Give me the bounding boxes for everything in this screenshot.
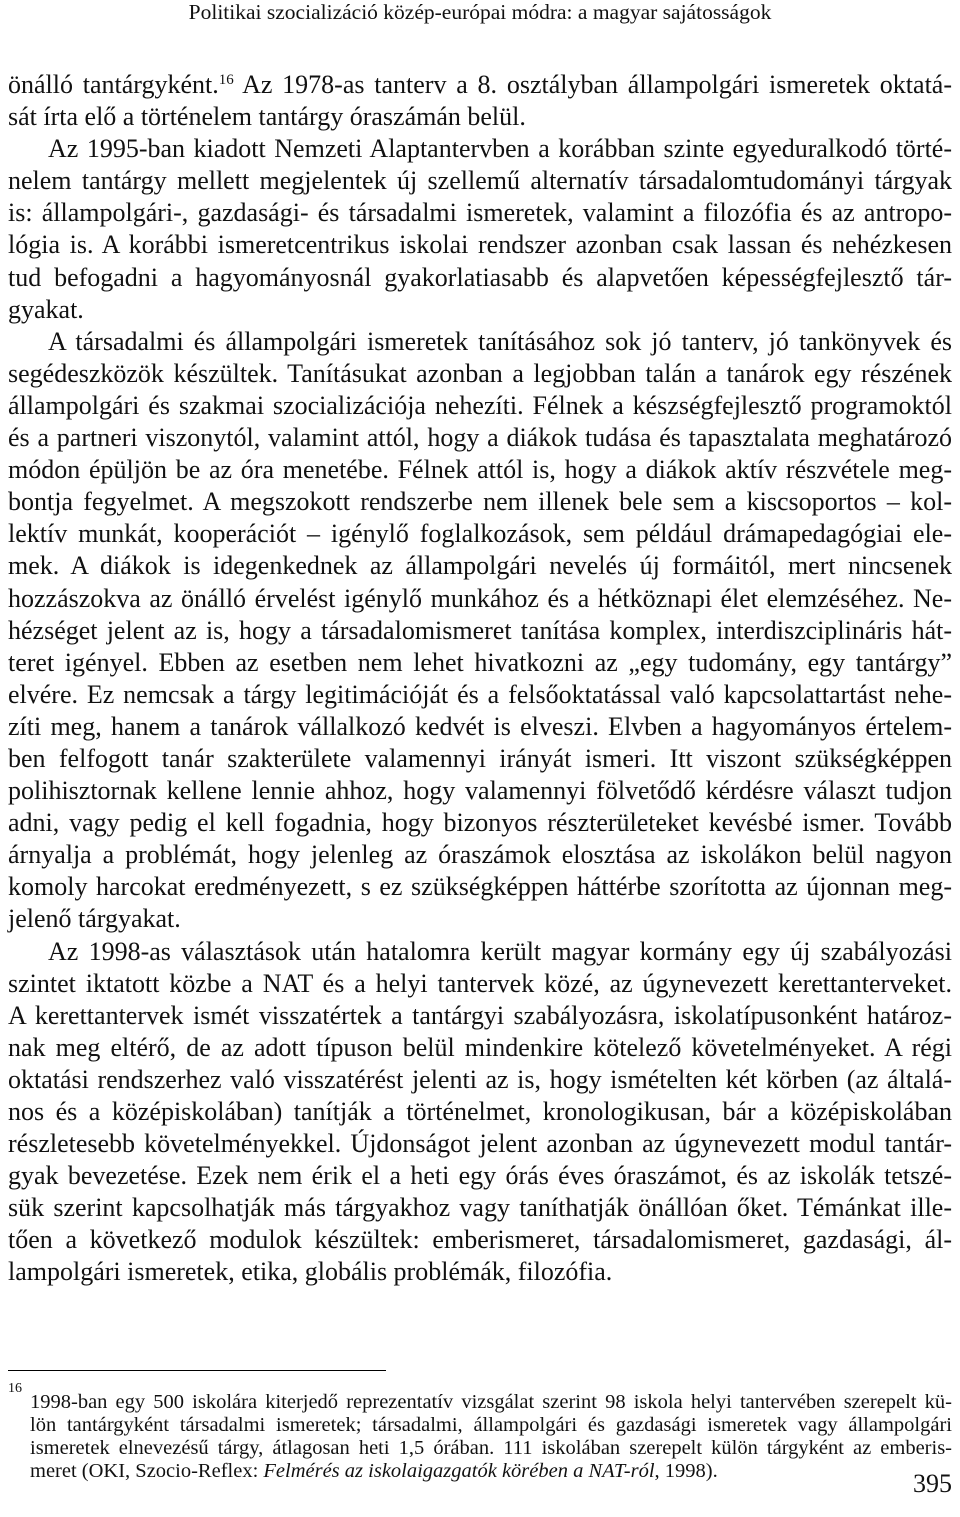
body-text-line: árnyalja a problémát, hogy jelenleg az óraszámok elosztása az iskolákon belül nagyon xyxy=(8,840,952,870)
running-header: Politikai szocializáció közép-európai módra: a magyar sajátosságok xyxy=(188,0,772,24)
body-text-line: gyak bevezetése. Ezek nem érik el a heti egy órás éves óraszámot, és az iskolák tetszé- xyxy=(8,1161,952,1191)
body-paragraph xyxy=(8,326,952,936)
body-text-line: módon épüljön be az óra menetébe. Félnek attól is, hogy a diákok aktív részvétele meg- xyxy=(8,455,952,485)
text-segment: önálló tantárgyként. xyxy=(8,70,219,99)
body-text-line: nelem tantárgy mellett megjelentek új szellemű alternatív társadalomtudományi tárgyak xyxy=(8,166,952,196)
footnote-text-line: 1998-ban egy 500 iskolára kiterjedő reprezentatív vizsgálat szerint 98 iskola helyi tantervében szerepelt kü- xyxy=(30,1391,952,1413)
body-text-line: gyakat. xyxy=(8,294,84,324)
text-segment: meret (OKI, Szocio-Reflex: xyxy=(30,1460,264,1482)
body-text-line: részletesebb követelményekkel. Újdonságot jelent azonban az úgynevezett modul tantár- xyxy=(8,1129,952,1159)
body-text-line: teret igényel. Ebben az esetben nem lehet hivatkozni az „egy tudomány, egy tantárgy” xyxy=(8,647,952,677)
body-text-line: tően a következő modulok készültek: emberismeret, társadalomismeret, gazdasági, ál- xyxy=(8,1225,952,1255)
body-text-line: sát írta elő a történelem tantárgy óraszámán belül. xyxy=(8,102,526,132)
body-text-line: Az 1995-ban kiadott Nemzeti Alaptantervben a korábban szinte egyeduralkodó törté- xyxy=(48,134,952,164)
body-text-line: bontja fegyelmet. A megszokott rendszerbe nem illenek bele sem a kiscsoportos – kol- xyxy=(8,487,952,517)
body-text-line: állampolgári és szakmai szocializációja nehezíti. Félnek a készségfejlesztő programoktól xyxy=(8,390,952,420)
footnote-separator xyxy=(8,1370,386,1371)
body-text-line: mek. A diákok is idegenkednek az állampolgári nevelés új formáitól, mert nincsenek xyxy=(8,551,952,581)
text-segment: Az 1978-as tanterv a 8. osztályban állampolgári ismeretek oktatá- xyxy=(233,70,952,99)
footnote-ref-superscript: 16 xyxy=(218,72,234,88)
body-text-line: lektív munkát, kooperációt – igénylő foglalkozások, sem például drámapedagógiai ele- xyxy=(8,519,952,549)
body-text-line: A társadalmi és állampolgári ismeretek tanításához sok jó tanterv, jó tankönyvek és xyxy=(48,326,952,356)
body-text-line: hézséget jelent az is, hogy a társadalomismeret tanítása komplex, interdiszciplináris hát- xyxy=(8,615,952,645)
body-text-line: oktatási rendszerhez való visszatérést jelenti az is, hogy ismételten két körben (az általá- xyxy=(8,1064,952,1094)
body-text-line: jelenő tárgyakat. xyxy=(8,904,181,934)
body-text-line: is: állampolgári-, gazdasági- és társadalmi ismeretek, valamint a filozófia és az antropo- xyxy=(8,198,952,228)
body-text-line xyxy=(8,69,952,101)
body-text-line: A kerettantervek ismét visszatértek a tantárgyi szabályozásra, iskolatípusonként határoz- xyxy=(8,1000,952,1030)
footnote-text-line xyxy=(30,1460,952,1483)
body-text-line: zíti meg, hanem a tanárok vállalkozó kedvét is elveszi. Elvben a hagyományos értelem- xyxy=(8,711,952,741)
body-text-line: szintet iktatott közbe a NAT és a helyi tantervek közé, az úgynevezett kerettanterveket. xyxy=(8,968,952,998)
body-text-line: Az 1998-as választások után hatalomra került magyar kormány egy új szabályozási xyxy=(48,936,952,966)
footnote xyxy=(8,1381,952,1483)
body-text-line: nak meg eltérő, de az adott típuson belül mindenkire kötelező követelményeket. A régi xyxy=(8,1032,952,1062)
footnote-text-line: ismeretek elnevezésű tárgy, átlagosan heti 1,5 órában. 111 iskolában szerepelt külön tárgyként az emberis- xyxy=(30,1437,952,1459)
body-text-line: hozzászokva az önálló érvelést igénylő munkához és a hétköznapi élet elemzéséhez. Ne- xyxy=(8,583,952,613)
footnote-number: 16 xyxy=(8,1381,22,1396)
body-text-line: adni, vagy pedig el kell fogadnia, hogy bizonyos részterületeket kevésbé ismer. Tovább xyxy=(8,808,952,838)
body-text-line: ben felfogott tanár szakterülete valamennyi irányát ismeri. Itt viszont szükségképpen xyxy=(8,743,952,773)
text-segment: , 1998). xyxy=(654,1460,718,1482)
body-text-line: komoly harcokat eredményezett, s ez szükségképpen háttérbe szorította az újonnan meg- xyxy=(8,872,952,902)
footnote-text xyxy=(30,1391,952,1483)
body-paragraph xyxy=(8,69,952,133)
body-text-line: polihisztornak kellene lennie ahhoz, hogy valamennyi fölvetődő kérdésre választ tudjon xyxy=(8,776,952,806)
body-text-line: lógia is. A korábbi ismeretcentrikus iskolai rendszer azonban csak lassan és nehézkesen xyxy=(8,230,952,260)
body-text-line: sük szerint kapcsolhatják más tárgyakhoz vagy taníthatják önállóan őket. Témánkat ille- xyxy=(8,1193,952,1223)
footnote-text-line: lön tantárgyként társadalmi ismeretek; társadalmi, állampolgári és gazdasági ismeretek vagy állampolgári xyxy=(30,1414,952,1436)
body-paragraph xyxy=(8,936,952,1289)
body-text-line: lampolgári ismeretek, etika, globális problémák, filozófia. xyxy=(8,1257,613,1287)
body-text-line: elvére. Ez nemcsak a tárgy legitimációját és a felsőoktatással való kapcsolattartást nehe- xyxy=(8,679,952,709)
body-text-line: segédeszközök készültek. Tanításukat azonban a legjobban talán a tanárok egy részének xyxy=(8,358,952,388)
body-text-line: és a partneri viszonytól, valamint attól, hogy a diákok tudása és tapasztalata meghatározó xyxy=(8,423,952,453)
body-text xyxy=(8,69,952,1289)
body-text-line: nos és a középiskolában) tanítják a történelmet, kronologikusan, bár a középiskolában xyxy=(8,1097,952,1126)
body-paragraph xyxy=(8,133,952,326)
italic-title: Felmérés az iskolaigazgatók körében a NAT-ról xyxy=(263,1460,655,1482)
body-text-line: tud befogadni a hagyományosnál gyakorlatiasabb és alapvetően képességfejlesztő tár- xyxy=(8,262,952,292)
page-number: 395 xyxy=(913,1469,952,1498)
